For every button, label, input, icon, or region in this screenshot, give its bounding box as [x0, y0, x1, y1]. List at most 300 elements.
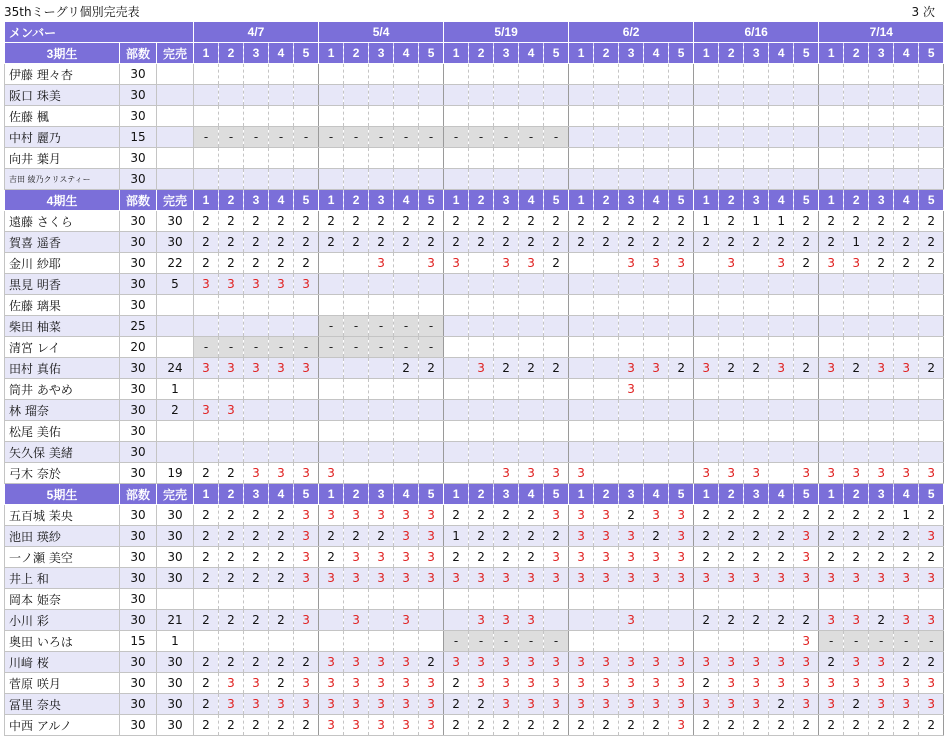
slot-cell: 3 [544, 505, 569, 526]
slot-cell: 3 [869, 358, 894, 379]
slot-cell [919, 337, 944, 358]
slot-cell: 2 [544, 232, 569, 253]
slot-cell [844, 337, 869, 358]
slot-cell: 3 [494, 568, 519, 589]
slot-cell [644, 442, 669, 463]
parts-count: 30 [120, 232, 157, 253]
slot-cell [869, 106, 894, 127]
slot-cell: 3 [344, 673, 369, 694]
parts-count: 30 [120, 652, 157, 673]
slot-cell [769, 169, 794, 190]
slot-cell [519, 400, 544, 421]
slot-cell [744, 148, 769, 169]
sold-out-count: 30 [157, 211, 194, 232]
slot-cell [744, 274, 769, 295]
slot-cell: 3 [394, 694, 419, 715]
slot-cell: 2 [894, 232, 919, 253]
slot-cell: 3 [444, 253, 469, 274]
slot-cell [669, 400, 694, 421]
slot-cell: 2 [269, 652, 294, 673]
slot-cell: 3 [819, 568, 844, 589]
slot-cell: 2 [219, 610, 244, 631]
slot-cell: 2 [594, 715, 619, 736]
slot-cell [294, 169, 319, 190]
slot-cell [869, 295, 894, 316]
slot-cell [569, 106, 594, 127]
slot-cell [569, 631, 594, 652]
slot-cell [519, 274, 544, 295]
slot-cell: 3 [294, 526, 319, 547]
slot-cell: 2 [769, 505, 794, 526]
slot-cell: - [344, 316, 369, 337]
slot-number-header: 4 [519, 484, 544, 505]
member-row [5, 610, 944, 631]
slot-cell: 3 [544, 673, 569, 694]
parts-count: 30 [120, 694, 157, 715]
slot-cell [219, 106, 244, 127]
slot-cell [369, 421, 394, 442]
slot-cell [894, 274, 919, 295]
slot-cell [219, 421, 244, 442]
slot-cell [744, 64, 769, 85]
slot-cell [869, 85, 894, 106]
slot-cell: 3 [369, 505, 394, 526]
slot-cell [244, 85, 269, 106]
slot-cell [469, 379, 494, 400]
sold-out-count [157, 169, 194, 190]
slot-cell: 2 [819, 526, 844, 547]
slot-cell [644, 148, 669, 169]
slot-cell [594, 442, 619, 463]
slot-cell [394, 274, 419, 295]
slot-cell [694, 421, 719, 442]
slot-number-header: 4 [894, 190, 919, 211]
slot-cell [694, 274, 719, 295]
sold-out-count [157, 127, 194, 148]
slot-cell [569, 127, 594, 148]
sales-table [4, 21, 942, 736]
slot-cell [794, 295, 819, 316]
slot-cell [369, 85, 394, 106]
sold-out-count [157, 442, 194, 463]
slot-cell: 3 [419, 715, 444, 736]
slot-cell: 2 [619, 232, 644, 253]
slot-cell: 3 [744, 568, 769, 589]
slot-number-header: 2 [344, 43, 369, 64]
slot-cell [919, 148, 944, 169]
slot-cell [694, 631, 719, 652]
slot-cell [619, 106, 644, 127]
slot-cell [294, 400, 319, 421]
slot-cell [569, 169, 594, 190]
slot-cell [369, 169, 394, 190]
slot-cell: 2 [844, 547, 869, 568]
parts-count: 30 [120, 169, 157, 190]
slot-cell: 3 [344, 610, 369, 631]
slot-cell [844, 85, 869, 106]
slot-cell [694, 442, 719, 463]
slot-cell [819, 127, 844, 148]
slot-cell [444, 379, 469, 400]
slot-cell: 2 [469, 211, 494, 232]
slot-cell [219, 442, 244, 463]
slot-cell: 2 [319, 211, 344, 232]
slot-number-header: 3 [494, 190, 519, 211]
sold-out-count [157, 85, 194, 106]
slot-cell [494, 421, 519, 442]
slot-number-header: 3 [494, 484, 519, 505]
slot-cell: 2 [369, 232, 394, 253]
slot-cell [694, 295, 719, 316]
slot-cell: 2 [494, 547, 519, 568]
slot-cell [269, 379, 294, 400]
slot-cell: 3 [919, 673, 944, 694]
slot-cell: 3 [619, 568, 644, 589]
slot-cell: 2 [194, 547, 219, 568]
slot-cell: 2 [344, 232, 369, 253]
member-name: 矢久保 美緒 [5, 442, 120, 463]
slot-cell [394, 253, 419, 274]
slot-cell: 2 [194, 505, 219, 526]
slot-cell [669, 169, 694, 190]
slot-cell: 3 [819, 253, 844, 274]
slot-cell [569, 274, 594, 295]
slot-cell [194, 589, 219, 610]
member-row [5, 652, 944, 673]
slot-cell [644, 106, 669, 127]
slot-cell [319, 589, 344, 610]
slot-cell: 3 [794, 694, 819, 715]
slot-cell [594, 463, 619, 484]
slot-cell: 1 [694, 211, 719, 232]
generation-header-row [5, 484, 944, 505]
slot-cell [694, 253, 719, 274]
slot-cell: 2 [544, 526, 569, 547]
slot-cell: - [844, 631, 869, 652]
slot-cell: 3 [644, 505, 669, 526]
slot-cell: 3 [419, 505, 444, 526]
slot-cell [694, 106, 719, 127]
slot-cell [594, 253, 619, 274]
slot-cell: 3 [319, 463, 344, 484]
slot-cell [894, 316, 919, 337]
slot-cell [294, 148, 319, 169]
slot-cell: 2 [869, 505, 894, 526]
slot-cell: 2 [794, 232, 819, 253]
slot-cell [394, 85, 419, 106]
slot-cell [844, 421, 869, 442]
slot-number-header: 2 [844, 190, 869, 211]
slot-cell [469, 316, 494, 337]
slot-cell [344, 400, 369, 421]
slot-cell [444, 316, 469, 337]
slot-cell [269, 421, 294, 442]
slot-cell: 2 [819, 232, 844, 253]
slot-cell [444, 169, 469, 190]
parts-count: 15 [120, 127, 157, 148]
slot-cell: 3 [519, 568, 544, 589]
slot-number-header: 3 [869, 484, 894, 505]
member-name: 吉田 綾乃クリスティー [5, 169, 120, 190]
slot-cell [494, 379, 519, 400]
slot-cell: 2 [669, 232, 694, 253]
sold-out-count: 30 [157, 673, 194, 694]
slot-cell: 2 [194, 694, 219, 715]
slot-cell: 3 [394, 673, 419, 694]
slot-cell [769, 64, 794, 85]
slot-cell: 2 [444, 232, 469, 253]
slot-cell [194, 106, 219, 127]
slot-cell: - [244, 127, 269, 148]
slot-cell: 3 [519, 253, 544, 274]
slot-cell: 3 [644, 652, 669, 673]
slot-number-header: 4 [769, 484, 794, 505]
slot-cell: 2 [469, 526, 494, 547]
slot-cell: 3 [894, 358, 919, 379]
slot-cell [619, 316, 644, 337]
parts-count: 30 [120, 463, 157, 484]
slot-cell [219, 589, 244, 610]
slot-cell [419, 379, 444, 400]
slot-cell [494, 400, 519, 421]
slot-cell [694, 64, 719, 85]
slot-cell [619, 85, 644, 106]
slot-cell [744, 169, 769, 190]
sold-out-count: 30 [157, 694, 194, 715]
slot-cell [669, 610, 694, 631]
slot-number-header: 1 [319, 484, 344, 505]
slot-number-header: 3 [869, 43, 894, 64]
slot-cell: 3 [669, 673, 694, 694]
slot-cell [469, 442, 494, 463]
slot-cell [194, 169, 219, 190]
slot-cell: 3 [919, 568, 944, 589]
slot-cell: 2 [519, 211, 544, 232]
slot-number-header: 4 [394, 484, 419, 505]
slot-cell [669, 64, 694, 85]
slot-cell [469, 106, 494, 127]
slot-cell: - [519, 631, 544, 652]
slot-cell: 3 [744, 463, 769, 484]
slot-cell: 2 [769, 715, 794, 736]
slot-cell [819, 379, 844, 400]
slot-cell [369, 400, 394, 421]
slot-cell [719, 400, 744, 421]
slot-cell [919, 379, 944, 400]
slot-cell: 3 [344, 568, 369, 589]
slot-cell: 3 [894, 610, 919, 631]
slot-cell: 2 [444, 694, 469, 715]
member-row [5, 379, 944, 400]
member-row [5, 589, 944, 610]
slot-cell: 2 [294, 253, 319, 274]
slot-cell: 3 [219, 673, 244, 694]
slot-cell: 3 [719, 253, 744, 274]
slot-cell [769, 463, 794, 484]
slot-cell: 2 [794, 211, 819, 232]
slot-cell [319, 295, 344, 316]
slot-cell [594, 295, 619, 316]
slot-cell [469, 148, 494, 169]
sold-out-count: 2 [157, 400, 194, 421]
slot-cell [819, 274, 844, 295]
slot-cell: 3 [694, 568, 719, 589]
slot-cell [894, 442, 919, 463]
slot-cell [194, 64, 219, 85]
slot-cell [244, 64, 269, 85]
slot-cell: 3 [594, 694, 619, 715]
sold-out-count [157, 421, 194, 442]
slot-cell: 2 [569, 715, 594, 736]
slot-cell: 2 [244, 652, 269, 673]
member-row [5, 421, 944, 442]
slot-cell: 3 [394, 610, 419, 631]
slot-cell: 3 [594, 547, 619, 568]
slot-cell [719, 442, 744, 463]
slot-cell [894, 421, 919, 442]
slot-cell: 2 [594, 211, 619, 232]
slot-cell: - [419, 316, 444, 337]
slot-cell [544, 400, 569, 421]
slot-cell: 3 [569, 568, 594, 589]
slot-cell [644, 421, 669, 442]
slot-cell [844, 169, 869, 190]
slot-cell: 2 [269, 526, 294, 547]
slot-cell [669, 463, 694, 484]
slot-cell: 2 [269, 715, 294, 736]
slot-cell [644, 610, 669, 631]
slot-cell [519, 316, 544, 337]
slot-cell [644, 316, 669, 337]
slot-cell [719, 589, 744, 610]
slot-cell [919, 589, 944, 610]
date-header: 5/4 [319, 22, 444, 43]
slot-number-header: 2 [844, 484, 869, 505]
slot-cell: 2 [694, 673, 719, 694]
slot-number-header: 2 [594, 190, 619, 211]
slot-cell [594, 589, 619, 610]
slot-number-header: 5 [419, 484, 444, 505]
slot-number-header: 5 [794, 190, 819, 211]
page-number: 3 次 [911, 5, 935, 19]
member-row [5, 526, 944, 547]
slot-cell [569, 379, 594, 400]
slot-cell: 3 [644, 673, 669, 694]
slot-cell [694, 148, 719, 169]
slot-cell: 3 [294, 568, 319, 589]
slot-cell: 2 [869, 610, 894, 631]
slot-cell [494, 274, 519, 295]
member-column-header: メンバー [5, 22, 194, 43]
slot-cell: 1 [444, 526, 469, 547]
slot-cell [194, 316, 219, 337]
slot-cell [594, 64, 619, 85]
generation-header-row [5, 43, 944, 64]
slot-cell [669, 316, 694, 337]
slot-cell [819, 316, 844, 337]
slot-cell: 2 [619, 505, 644, 526]
slot-cell: 2 [844, 715, 869, 736]
slot-cell: 3 [844, 652, 869, 673]
slot-cell: 3 [844, 253, 869, 274]
slot-cell: 3 [819, 694, 844, 715]
slot-cell: 3 [419, 526, 444, 547]
generation-header-row [5, 190, 944, 211]
slot-cell [319, 148, 344, 169]
slot-number-header: 1 [694, 43, 719, 64]
slot-cell [544, 295, 569, 316]
slot-number-header: 3 [244, 484, 269, 505]
slot-cell: 3 [469, 610, 494, 631]
slot-cell [219, 85, 244, 106]
slot-cell [669, 106, 694, 127]
slot-cell: 3 [494, 253, 519, 274]
member-row [5, 295, 944, 316]
parts-count: 30 [120, 106, 157, 127]
member-row [5, 169, 944, 190]
slot-cell [669, 295, 694, 316]
sold-out-count: 30 [157, 547, 194, 568]
slot-cell: 3 [494, 463, 519, 484]
slot-cell [344, 64, 369, 85]
slot-cell: 3 [294, 274, 319, 295]
slot-cell: 3 [244, 274, 269, 295]
slot-cell [894, 400, 919, 421]
slot-cell [319, 421, 344, 442]
slot-cell: 2 [769, 232, 794, 253]
slot-cell [544, 379, 569, 400]
slot-cell: 3 [819, 610, 844, 631]
slot-number-header: 4 [644, 484, 669, 505]
parts-count: 30 [120, 610, 157, 631]
slot-number-header: 1 [194, 190, 219, 211]
slot-number-header: 4 [394, 190, 419, 211]
slot-cell [644, 274, 669, 295]
slot-cell [769, 85, 794, 106]
slot-cell [894, 64, 919, 85]
slot-cell: 3 [519, 652, 544, 673]
slot-cell [819, 148, 844, 169]
member-name: 佐藤 璃果 [5, 295, 120, 316]
slot-cell [769, 400, 794, 421]
slot-cell: 2 [769, 694, 794, 715]
slot-cell: 2 [544, 211, 569, 232]
slot-number-header: 5 [794, 484, 819, 505]
slot-cell [919, 127, 944, 148]
slot-cell: - [494, 127, 519, 148]
slot-cell: 3 [544, 463, 569, 484]
slot-cell: 2 [519, 358, 544, 379]
slot-cell: 3 [319, 652, 344, 673]
slot-cell: 3 [494, 673, 519, 694]
slot-cell [894, 127, 919, 148]
slot-cell [294, 421, 319, 442]
slot-cell [469, 400, 494, 421]
slot-cell [469, 169, 494, 190]
slot-cell: 3 [619, 379, 644, 400]
member-name: 清宮 レイ [5, 337, 120, 358]
slot-cell [494, 337, 519, 358]
slot-cell: 3 [744, 673, 769, 694]
slot-cell: 3 [744, 652, 769, 673]
slot-cell: 3 [269, 358, 294, 379]
sold-out-count [157, 106, 194, 127]
slot-cell: 3 [569, 652, 594, 673]
slot-cell [594, 337, 619, 358]
slot-cell: 2 [219, 232, 244, 253]
slot-cell [544, 316, 569, 337]
slot-cell [269, 400, 294, 421]
